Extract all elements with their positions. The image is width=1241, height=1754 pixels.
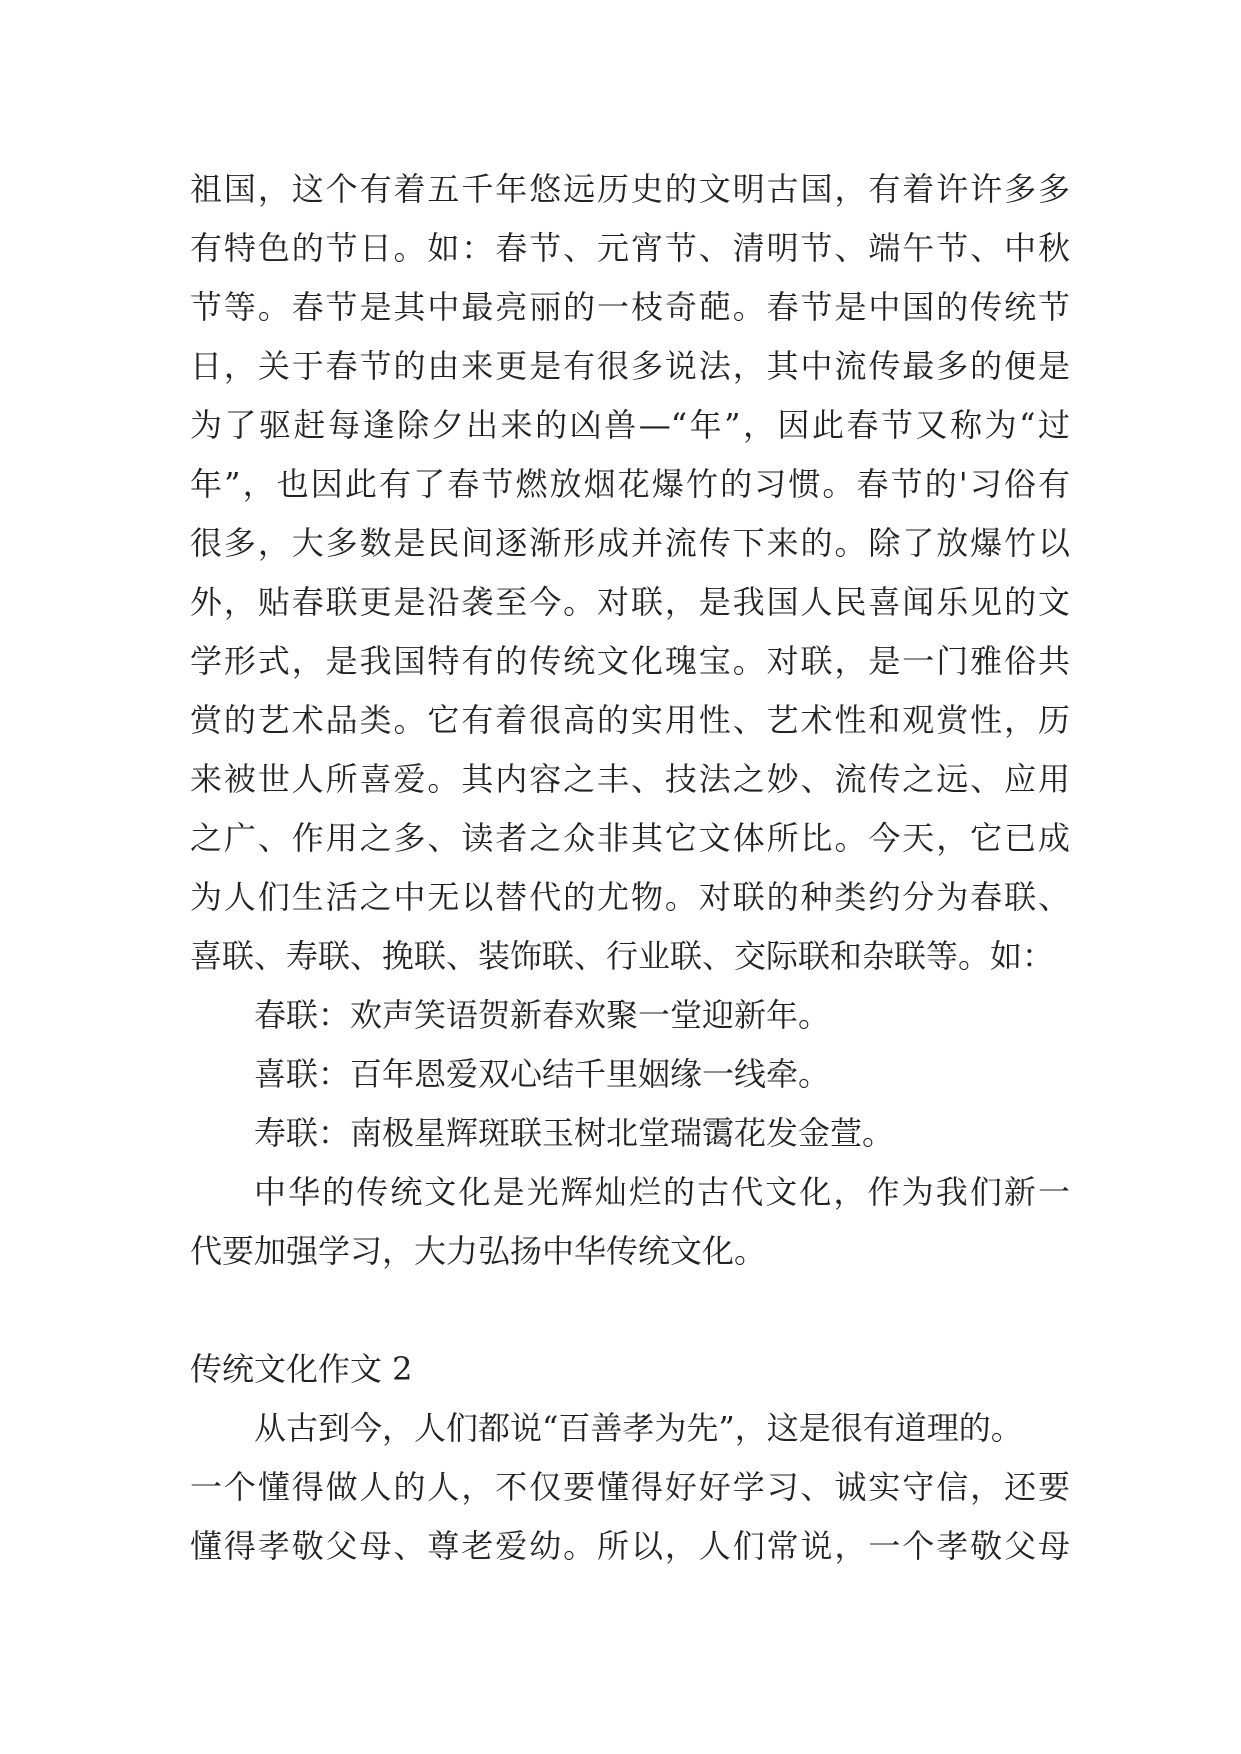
text-line: 为人们生活之中无以替代的尤物。对联的种类约分为春联、 bbox=[190, 878, 1070, 916]
text-line: 来被世人所喜爱。其内容之丰、技法之妙、流传之远、应用 bbox=[190, 760, 1070, 798]
essay-2-heading: 传统文化作文 2 bbox=[190, 1350, 413, 1388]
text-line: 学形式，是我国特有的传统文化瑰宝。对联，是一门雅俗共 bbox=[190, 642, 1070, 680]
document-body bbox=[190, 160, 1070, 1576]
text-line: 一个懂得做人的人，不仅要懂得好好学习、诚实守信，还要 bbox=[190, 1468, 1070, 1506]
text-line: 喜联、寿联、挽联、装饰联、行业联、交际联和杂联等。如： bbox=[190, 937, 1055, 975]
text-line: 代要加强学习，大力弘扬中华传统文化。 bbox=[190, 1232, 767, 1270]
text-line: 之广、作用之多、读者之众非其它文体所比。今天，它已成 bbox=[190, 819, 1070, 857]
essay-2-paragraph bbox=[190, 1399, 1070, 1576]
text-line: 很多，大多数是民间逐渐形成并流传下来的。除了放爆竹以 bbox=[190, 524, 1070, 562]
text-line: 中华的传统文化是光辉灿烂的古代文化，作为我们新一 bbox=[254, 1173, 1070, 1211]
text-line: 从古到今，人们都说“百善孝为先”，这是很有道理的。 bbox=[254, 1409, 1023, 1447]
text-line: 节等。春节是其中最亮丽的一枝奇葩。春节是中国的传统节 bbox=[190, 288, 1070, 326]
text-line: 外，贴春联更是沿袭至今。对联，是我国人民喜闻乐见的文 bbox=[190, 583, 1070, 621]
text-line: 赏的艺术品类。它有着很高的实用性、艺术性和观赏性，历 bbox=[190, 701, 1070, 739]
couplet-examples bbox=[190, 986, 1070, 1163]
text-line: 日，关于春节的由来更是有很多说法，其中流传最多的便是 bbox=[190, 347, 1070, 385]
essay-1-conclusion bbox=[190, 1163, 1070, 1281]
couplet-wedding: 喜联：百年恩爱双心结千里姻缘一线牵。 bbox=[254, 1055, 831, 1093]
text-line: 懂得孝敬父母、尊老爱幼。所以，人们常说，一个孝敬父母 bbox=[190, 1527, 1070, 1565]
text-line: 祖国，这个有着五千年悠远历史的文明古国，有着许许多多 bbox=[190, 170, 1070, 208]
paragraph-gap bbox=[190, 1281, 1070, 1340]
text-line: 为了驱赶每逢除夕出来的凶兽—“年”，因此春节又称为“过 bbox=[190, 406, 1070, 444]
couplet-spring: 春联：欢声笑语贺新春欢聚一堂迎新年。 bbox=[254, 996, 831, 1034]
text-line: 有特色的节日。如：春节、元宵节、清明节、端午节、中秋 bbox=[190, 229, 1070, 267]
text-line: 年”，也因此有了春节燃放烟花爆竹的习惯。春节的'习俗有 bbox=[190, 465, 1070, 503]
couplet-longevity: 寿联：南极星辉斑联玉树北堂瑞霭花发金萱。 bbox=[254, 1114, 895, 1152]
essay-1-paragraph bbox=[190, 160, 1070, 986]
